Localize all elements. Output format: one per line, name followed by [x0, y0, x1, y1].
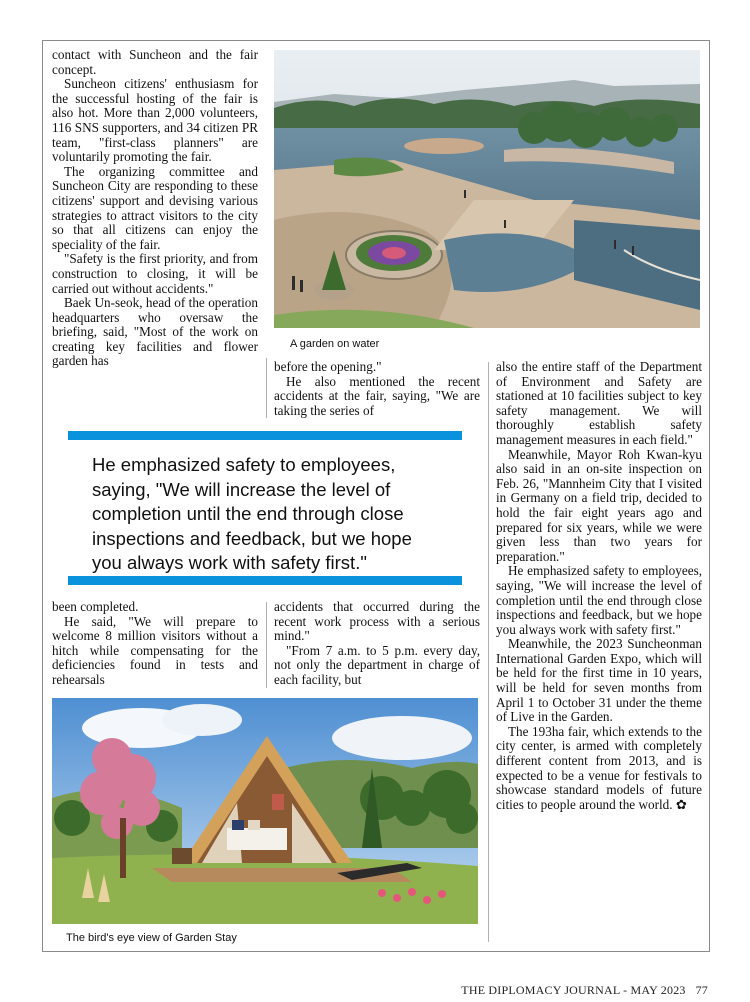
paragraph: He said, "We will prepare to welcome 8 million visitors without a hitch while compensating for the deficiencies found in tests and rehearsals	[52, 613, 258, 687]
paragraph: before the opening."	[274, 359, 382, 374]
paragraph: also the entire staff of the Department of Environment and Safety are stationed at 10 facilities subject to key safety management. We will thoroughly establish safety management measures in each field."	[496, 359, 702, 447]
paragraph: accidents that occurred during the recent work process with a serious mind."	[274, 599, 480, 644]
pull-quote-bottom-bar	[68, 576, 462, 585]
paragraph	[496, 725, 702, 813]
garden-stay-photo	[52, 698, 478, 924]
paragraph: Suncheon citizens' enthusiasm for the successful hosting of the fair is also hot. More than 2,000 volunteers, 116 SNS supporters, and 34 citizen PR team, "first-class planners" are voluntarily promoting the fair.	[52, 76, 258, 165]
paragraph: "Safety is the first priority, and from construction to closing, it will be carried out without accidents."	[52, 251, 258, 296]
article-column-1-bottom	[52, 600, 258, 688]
article-column-2-bottom	[274, 600, 480, 688]
paragraph: contact with Suncheon and the fair concept.	[52, 47, 258, 77]
end-mark-icon: ✿	[675, 796, 687, 812]
paragraph: He also mentioned the recent accidents at the fair, saying, "We are taking the series of	[274, 373, 480, 418]
paragraph: The organizing committee and Suncheon City are responding to these citizens' support and devising various strategies to attract visitors to the city so that all citizens can enjoy the speciality of the fair.	[52, 163, 258, 252]
page-footer	[461, 983, 708, 998]
paragraph: Meanwhile, the 2023 Suncheonman International Garden Expo, which will be held for the first time in 10 years, will be held for seven months from April 1 to October 31 under the theme of Live in the Garden.	[496, 636, 702, 725]
paragraph: Baek Un-seok, head of the operation headquarters who oversaw the briefing, said, "Most of the work on creating key facilities and flower garden has	[52, 295, 258, 369]
column-divider	[266, 358, 267, 418]
article-column-3	[496, 360, 702, 812]
paragraph: He emphasized safety to employees, saying, "We will increase the level of completion until the end through close inspections and feedback, but we hope you always work with safety first."	[496, 563, 702, 637]
garden-on-water-illustration	[274, 50, 700, 328]
pull-quote-top-bar	[68, 431, 462, 440]
column-divider	[488, 362, 489, 942]
paragraph: Meanwhile, Mayor Roh Kwan-kyu also said in an on-site inspection on Feb. 26, "Mannheim City that I visited in Germany on a field trip, decided to hold the fair eight years ago and prepared for six years, while we were given less than two years for preparation."	[496, 446, 702, 564]
paragraph-text: The 193ha fair, which extends to the city center, is armed with completely different content from 2013, and is expected to be a venue for festivals to showcase standard models of future cities to people around the world.	[496, 723, 702, 812]
paragraph: "From 7 a.m. to 5 p.m. every day, not only the department in charge of each facility, but	[274, 642, 480, 687]
garden-photo-caption: A garden on water	[290, 338, 380, 350]
garden-stay-illustration	[52, 698, 478, 924]
journal-name: THE DIPLOMACY JOURNAL - MAY 2023	[461, 983, 686, 997]
article-column-2-top	[274, 360, 480, 418]
garden-on-water-photo	[274, 50, 700, 328]
garden-stay-caption: The bird's eye view of Garden Stay	[66, 932, 237, 944]
pull-quote	[68, 431, 462, 585]
pull-quote-text: He emphasized safety to employees, saying, "We will increase the level of completion until the end through close inspections and feedback, but we hope you always work with safety first."	[92, 454, 412, 573]
page-number: 77	[695, 983, 708, 997]
article-column-1-top	[52, 48, 258, 369]
column-divider	[266, 602, 267, 688]
paragraph: been completed.	[52, 599, 139, 614]
